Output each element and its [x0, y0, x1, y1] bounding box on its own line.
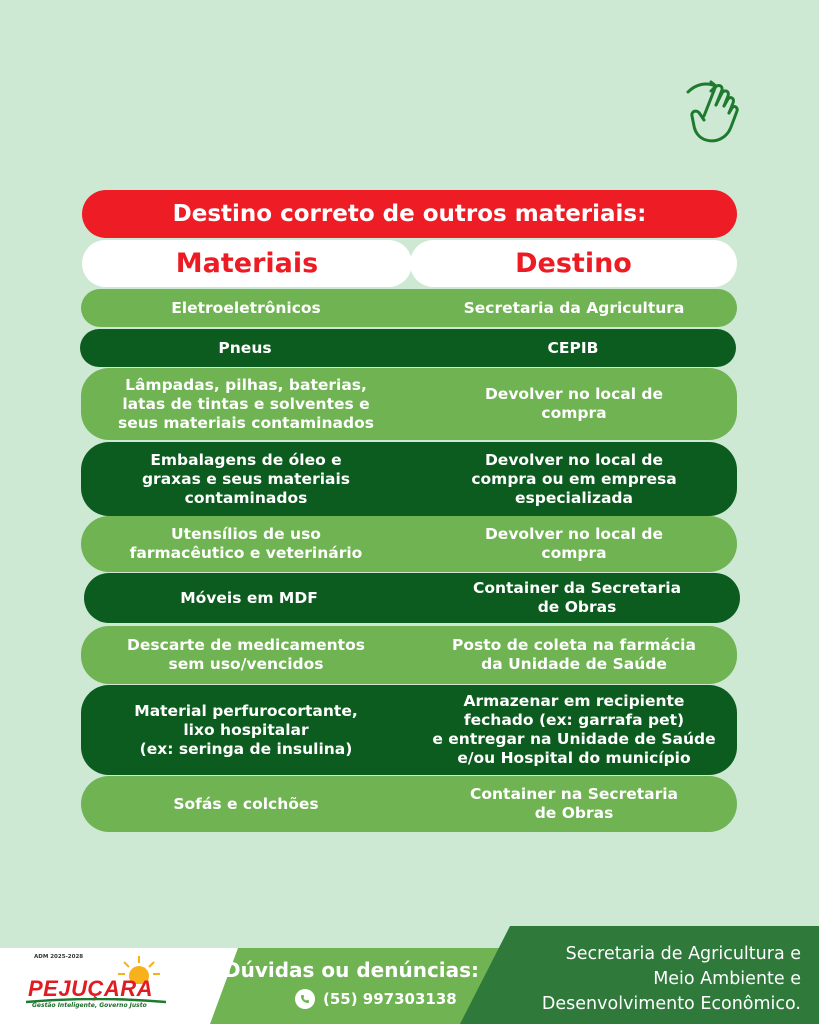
contact-label: Dúvidas ou denúncias: — [224, 958, 480, 982]
material-cell: Utensílios de uso farmacêutico e veterinário — [129, 525, 363, 562]
materials-header: Materiais — [82, 240, 412, 287]
phone-number: (55) 997303138 — [323, 990, 457, 1008]
pejucara-logo — [16, 954, 186, 1016]
table-row — [81, 289, 737, 327]
material-cell: Lâmpadas, pilhas, baterias, latas de tintas e solventes e seus materiais contaminados — [118, 375, 374, 432]
page-title: Destino correto de outros materiais: — [82, 190, 737, 238]
destination-cell: Devolver no local de compra ou em empresa especializada — [471, 450, 677, 507]
phone-contact[interactable] — [295, 989, 457, 1009]
department-name: Secretaria de Agricultura e Meio Ambiente e Desenvolvimento Econômico. — [541, 944, 801, 1014]
material-cell: Descarte de medicamentos sem uso/vencidos — [127, 636, 365, 673]
table-row — [81, 368, 737, 440]
material-cell: Embalagens de óleo e graxas e seus materiais contaminados — [141, 450, 351, 507]
material-cell: Material perfurocortante, lixo hospitalar (ex: seringa de insulina) — [134, 701, 358, 758]
logo-name: PEJUÇARA — [28, 976, 154, 1001]
table-row — [81, 685, 737, 775]
material-cell: Pneus — [218, 338, 272, 357]
destination-cell: Secretaria da Agricultura — [463, 298, 685, 317]
destination-cell: CEPIB — [547, 338, 599, 357]
table-row — [81, 516, 737, 572]
destination-cell: Container da Secretaria de Obras — [472, 579, 682, 616]
table-row — [81, 442, 737, 516]
table-row — [84, 573, 740, 623]
destination-cell: Armazenar em recipiente fechado (ex: garrafa pet) e entregar na Unidade de Saúde e/ou Hospital do município — [432, 692, 716, 767]
table-row — [81, 776, 737, 832]
destination-cell: Posto de coleta na farmácia da Unidade de Saúde — [452, 636, 696, 673]
table-row — [80, 329, 736, 367]
logo-slogan: Gestão Inteligente, Governo Justo — [32, 1002, 147, 1009]
swipe-hand-icon — [682, 80, 742, 146]
material-cell: Sofás e colchões — [173, 794, 319, 813]
logo-adm-text: ADM 2025-2028 — [34, 954, 84, 960]
whatsapp-icon — [295, 989, 315, 1009]
destination-cell: Container na Secretaria de Obras — [469, 785, 679, 822]
destination-cell: Devolver no local de compra — [484, 385, 664, 422]
material-cell: Móveis em MDF — [180, 588, 318, 607]
table-row — [81, 626, 737, 684]
destination-header: Destino — [410, 240, 737, 287]
material-cell: Eletroeletrônicos — [171, 298, 321, 317]
destination-cell: Devolver no local de compra — [484, 525, 664, 562]
